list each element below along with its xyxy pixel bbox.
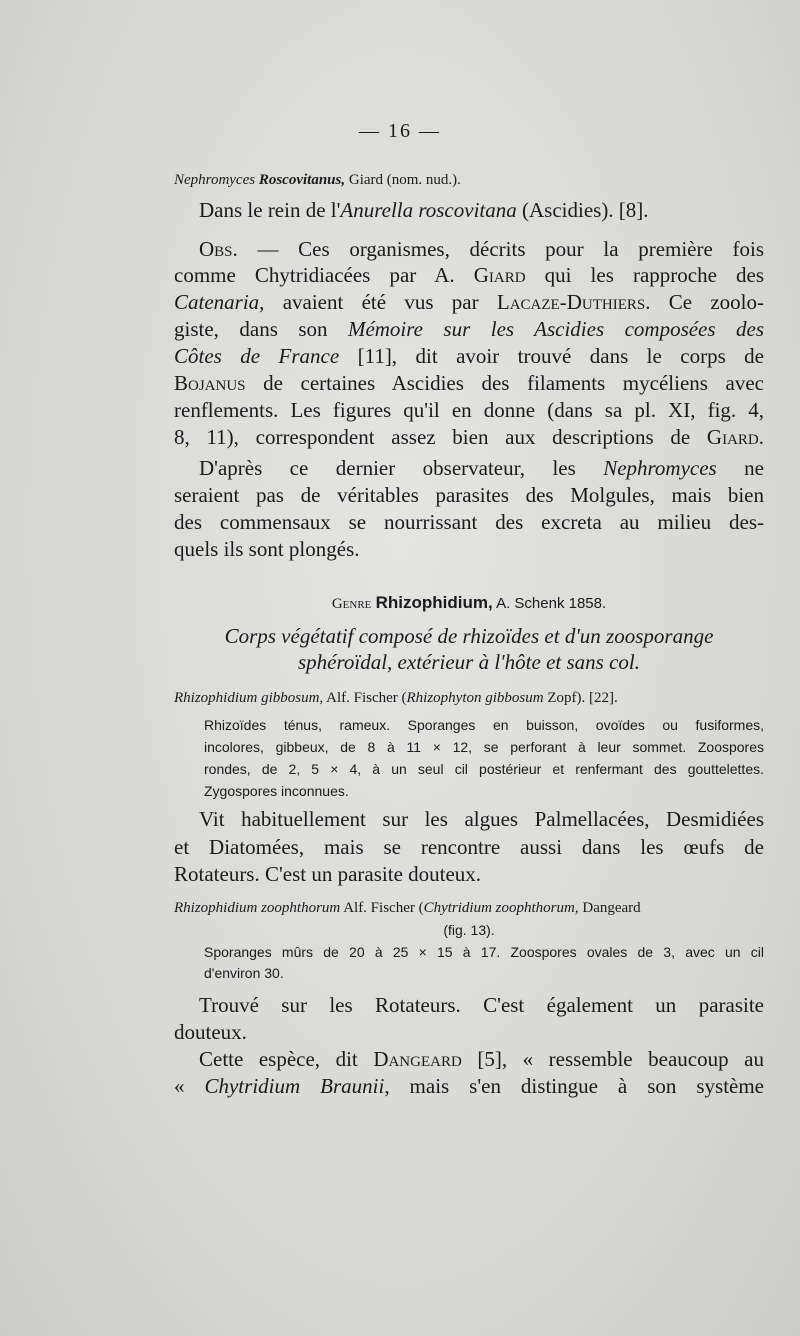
genus-heading	[174, 592, 764, 615]
entry-nephromyces	[174, 170, 461, 190]
zoophthorum-desc-2: d'environ 30.	[204, 965, 284, 981]
host-name: Anurella roscovitana	[340, 198, 517, 222]
obs-line-7: renflements. Les figures qu'il en donne (dans sa pl. XI, fig. 4,	[174, 398, 764, 422]
entry-gibbosum: Rhizophidium gibbosum, Alf. Fischer (Rhizophyton gibbosum Zopf). [22].	[174, 690, 618, 706]
obs-line-6: Bojanus de certaines Ascidies des filaments mycéliens avec	[174, 371, 764, 395]
genre-author: A. Schenk 1858.	[492, 595, 607, 612]
para2-line-2: et Diatomées, mais se rencontre aussi dans les œufs de	[174, 835, 764, 859]
entry-zoophthorum: Rhizophidium zoophthorum Alf. Fischer (Chytridium zoophthorum, Dangeard	[174, 900, 641, 916]
gibbosum-desc-2: incolores, gibbeux, de 8 à 11 × 12, se perforant à leur sommet. Zoospores	[204, 739, 764, 755]
zoophthorum-desc-1: Sporanges mûrs de 20 à 25 × 15 à 17. Zoospores ovales de 3, avec un cil	[204, 944, 764, 960]
para3-line-2: douteux.	[174, 1020, 247, 1044]
genus-description-2: sphéroïdal, extérieur à l'hôte et sans col.	[298, 650, 640, 674]
para3-line-4: « Chytridium Braunii, mais s'en distingue à son système	[174, 1074, 765, 1098]
para-host: Dans le rein de l'Anurella roscovitana (Ascidies). [8].	[199, 198, 649, 222]
genre-name: Rhizophidium,	[375, 593, 493, 612]
para3-line-1: Trouvé sur les Rotateurs. C'est également un parasite	[199, 993, 764, 1017]
genre-label: Genre	[331, 596, 372, 612]
obs-line-12: quels ils sont plongés.	[174, 537, 360, 561]
genus-name: Nephromyces	[174, 172, 256, 188]
obs-line-10: seraient pas de véritables parasites des Molgules, mais bien	[174, 483, 764, 507]
species-name: Rhizophidium zoophthorum	[174, 900, 341, 916]
zoophthorum-fig: (fig. 13).	[443, 922, 495, 938]
para2-line-1: Vit habituellement sur les algues Palmellacées, Desmidiées	[199, 807, 764, 831]
obs-line-8: 8, 11), correspondent assez bien aux descriptions de Giard.	[174, 425, 764, 449]
gibbosum-desc-3: rondes, de 2, 5 × 4, à un seul cil postérieur et renfermant des gouttelettes.	[204, 761, 764, 777]
gibbosum-desc-1: Rhizoïdes ténus, rameux. Sporanges en buisson, ovoïdes ou fusiformes,	[204, 717, 764, 733]
para2-line-3: Rotateurs. C'est un parasite douteux.	[174, 862, 482, 886]
para3-line-3: Cette espèce, dit Dangeard [5], « ressemble beaucoup au	[199, 1047, 764, 1071]
obs-line-5: Côtes de France [11], dit avoir trouvé dans le corps de	[174, 344, 765, 368]
obs-line-11: des commensaux se nourrissant des excreta au milieu des-	[174, 510, 764, 534]
obs-line-1: Obs. — Ces organismes, décrits pour la première fois	[199, 237, 764, 261]
obs-line-9: D'après ce dernier observateur, les Nephromyces ne	[199, 456, 764, 480]
species-name: Rhizophidium gibbosum,	[174, 690, 324, 706]
author-note: Giard (nom. nud.).	[348, 172, 461, 188]
obs-line-4: giste, dans son Mémoire sur les Ascidies composées des	[174, 317, 764, 341]
obs-line-3: Catenaria, avaient été vus par Lacaze-Duthiers. Ce zoolo-	[174, 290, 764, 314]
genus-description-1: Corps végétatif composé de rhizoïdes et d'un zoosporange	[224, 624, 714, 648]
species-name: Roscovitanus,	[258, 172, 346, 188]
page-number: — 16 —	[359, 120, 441, 142]
gibbosum-desc-4: Zygospores inconnues.	[204, 783, 349, 799]
obs-line-2: comme Chytridiacées par A. Giard qui les rapproche des	[174, 263, 765, 287]
